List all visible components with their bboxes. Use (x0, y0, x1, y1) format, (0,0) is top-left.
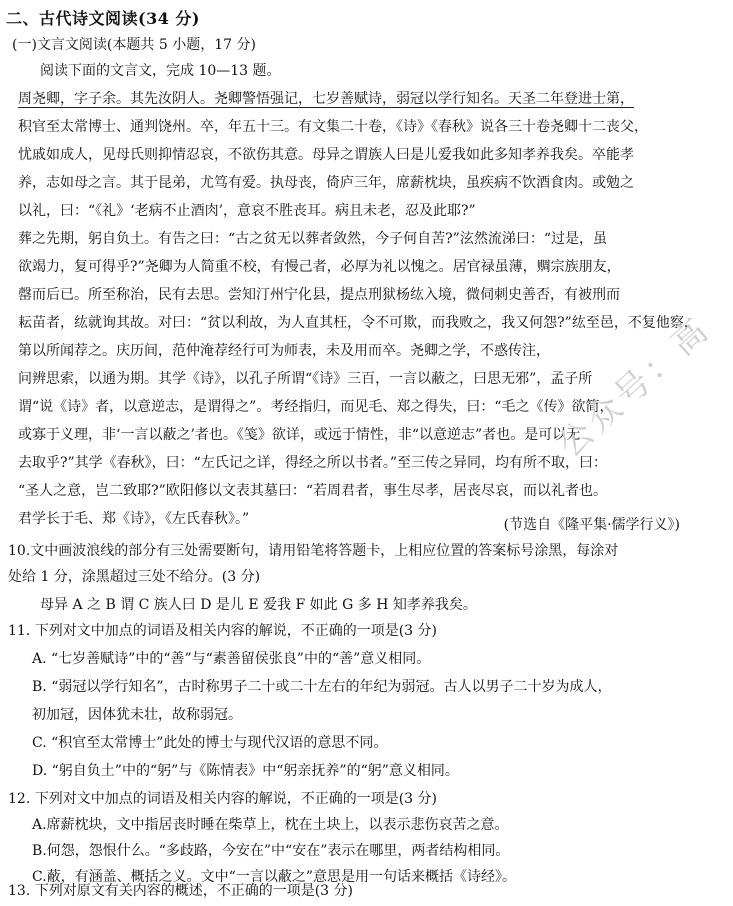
passage-line: 忧戚如成人，见母氏则抑情忍哀，不欲伤其意。母异之谓族人曰是儿爱我如此多知孝养我矣。卒能孝 (18, 147, 634, 163)
passage-line: 耘苗者，纮就询其故。对曰：“贫以利故，为人直其枉，令不可欺，而我败之，我又何怨?”纮至邑，不复他察， (18, 315, 698, 331)
q12-option-b: B.何怨，怨恨什么。“多歧路，今安在”中“安在”表示在哪里，两者结构相同。 (32, 843, 510, 859)
passage-line: 去取乎?”其学《春秋》，曰：“左氏记之详，得经之所以书者。”至三传之异同，均有所不取，曰： (18, 455, 607, 471)
passage-line: 欲竭力，复可得乎?”尧卿为人简重不校，有慢己者，必厚为礼以愧之。居官禄虽薄，赒宗族朋友， (18, 259, 621, 275)
q11-stem: 11. 下列对文中加点的词语及相关内容的解说，不正确的一项是(3 分) (8, 623, 437, 639)
q11-option-b: B. “弱冠以学行知名”，古时称男子二十或二十左右的年纪为弱冠。古人以男子二十岁为成人， (32, 679, 612, 695)
passage-line: 第以所闻荐之。庆历间，范仲淹荐经行可为师表，未及用而卒。尧卿之学，不惑传注， (18, 343, 550, 359)
passage-line: 问辨思索，以通为期。其学《诗》，以孔子所谓“《诗》三百，一言以蔽之，曰思无邪”，孟子所 (18, 371, 593, 387)
section-heading: 二、古代诗文阅读(34 分) (6, 9, 200, 28)
q11-option-b-cont: 初加冠，因体犹未壮，故称弱冠。 (32, 707, 242, 723)
watermark: 公众号：高 (550, 308, 719, 466)
underlined-name: 周尧卿，字子余。其先汝阴人。尧卿警悟强记，七岁善赋诗，弱冠以学行知名。天圣二年登进士第， (18, 91, 634, 107)
q13-stem: 13. 下列对原文有关内容的概述，不正确的一项是(3 分) (8, 883, 353, 899)
q11-option-d: D. “躬自负土”中的“躬”与《陈情表》中“躬亲抚养”的“躬”意义相同。 (32, 763, 459, 779)
q11-option-c: C. “积官至太常博士”此处的博士与现代汉语的意思不同。 (32, 735, 388, 751)
q10-sentence: 母异 A 之 B 谓 C 族人曰 D 是儿 E 爱我 F 如此 G 多 H 知孝养我矣。 (40, 597, 477, 613)
passage-line: 谓“说《诗》者，以意逆志，是谓得之”。考经指归，而见毛、郑之得失，曰：“毛之《传》欲简， (18, 399, 614, 415)
passage-line: 或寡于义理，非‘一言以蔽之’者也。《笺》欲详，或远于情性，非“以意逆志”者也。是可以无 (18, 427, 581, 443)
subsection-heading: (一)文言文阅读(本题共 5 小题，17 分) (12, 37, 256, 53)
q11-option-a: A. “七岁善赋诗”中的“善”与“素善留侯张良”中的“善”意义相同。 (32, 651, 431, 667)
instruction-text: 阅读下面的文言文，完成 10—13 题。 (40, 63, 281, 79)
passage-source: (节选自《隆平集·儒学行义》) (503, 517, 680, 533)
passage-line: 葬之先期，躬自负土。有告之曰：“古之贫无以葬者敛然，今子何自苦?”泫然流涕曰：“过是，虽 (18, 231, 607, 247)
q10-stem-line2: 处给 1 分，涂黑超过三处不给分。(3 分) (8, 569, 261, 585)
passage-line: “圣人之意，岂二致耶?”欧阳修以文表其墓曰：“若周君者，事生尽孝，居丧尽哀，而以礼者也。 (18, 483, 607, 499)
passage-line (18, 84, 711, 114)
passage-line: 养，志如母之言。其于昆弟，尤笃有爱。执母丧，倚庐三年，席薪枕块，虽疾病不饮酒食肉。或勉之 (18, 175, 634, 191)
passage-line: 积官至太常博士、通判饶州。卒，年五十三。有文集二十卷，《诗》《春秋》说各三十卷尧卿十二丧父， (18, 119, 648, 135)
q12-option-a: A.席薪枕块，文中指居丧时睡在柴草上，枕在土块上，以表示悲伤哀苦之意。 (32, 817, 509, 833)
q12-stem: 12. 下列对文中加点的词语及相关内容的解说，不正确的一项是(3 分) (8, 791, 437, 807)
passage-line: 君学长于毛、郑《诗》，《左氏春秋》。” (18, 511, 250, 527)
passage-line: 罄而后已。所至称治，民有去思。尝知汀州宁化县，提点刑狱杨纮入境，微伺刺史善否，有被刑而 (18, 287, 620, 303)
q12-option-c: C.蔽，有涵盖、概括之义。文中“一言以蔽之”意思是用一句话来概括《诗经》。 (32, 869, 516, 885)
q10-stem-line1: 10.文中画波浪线的部分有三处需要断句，请用铅笔将答题卡，上相应位置的答案标号涂黑，每涂对 (8, 543, 619, 559)
passage-line: 以礼，曰：“《礼》‘老病不止酒肉’，意哀不胜丧耳。病且未老，忍及此耶?” (18, 203, 476, 219)
